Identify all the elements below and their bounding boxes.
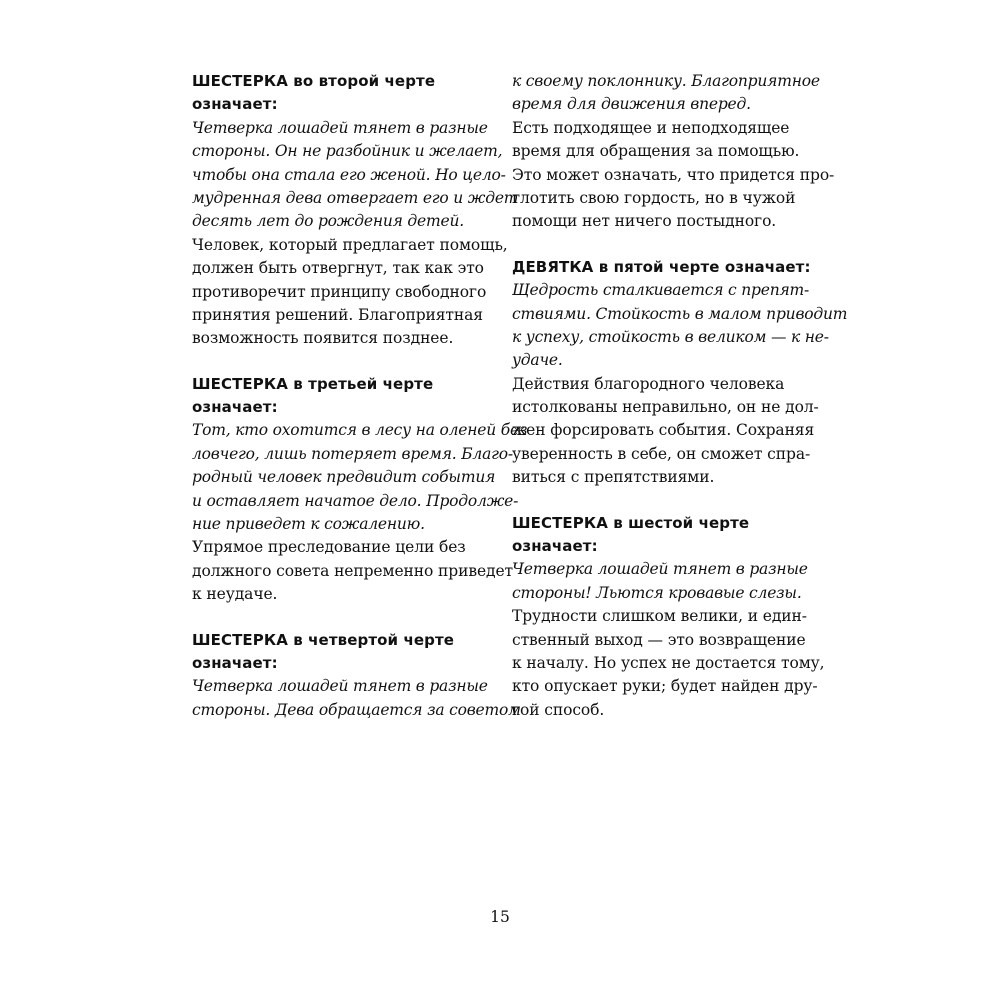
commentary-line: ственный выход — это возвращение — [512, 630, 806, 649]
section-heading-line: означает: — [192, 398, 278, 417]
oracle-quote-line: ловчего, лишь потеряет время. Благо- — [192, 444, 513, 463]
commentary-line: Есть подходящее и неподходящее — [512, 118, 790, 137]
section-heading-line: ШЕСТЕРКА в третьей черте — [192, 374, 434, 393]
oracle-quote-line: удаче. — [512, 351, 563, 370]
commentary-line: уверенность в себе, он сможет спра- — [512, 444, 811, 463]
section-heading-line: означает: — [192, 95, 278, 114]
commentary-line: принятия решений. Благоприятная — [192, 305, 483, 324]
reading-section — [192, 373, 528, 607]
page-number: 15 — [490, 908, 510, 926]
reading-section — [512, 70, 835, 234]
oracle-quote-line: ствиями. Стойкость в малом приводит — [512, 304, 848, 323]
section-heading-line: ШЕСТЕРКА в четвертой черте — [192, 630, 455, 649]
right-column — [512, 70, 848, 722]
oracle-quote-line: стороны! Льются кровавые слезы. — [512, 583, 802, 602]
commentary-line: должен быть отвергнут, так как это — [192, 259, 484, 278]
oracle-quote-line: ние приведет к сожалению. — [192, 515, 425, 534]
section-heading-line: означает: — [512, 537, 598, 556]
section-gap — [512, 490, 817, 512]
oracle-quote-line: время для движения вперед. — [512, 95, 751, 114]
oracle-quote-line: родный человек предвидит события — [192, 468, 496, 487]
commentary-line: противоречит принципу свободного — [192, 282, 487, 301]
commentary-line: виться с препятствиями. — [512, 468, 715, 487]
reading-section — [512, 256, 848, 490]
oracle-quote-line: к своему поклоннику. Благоприятное — [512, 72, 820, 90]
commentary-line: Трудности слишком велики, и един- — [512, 607, 807, 626]
commentary-line: Человек, который предлагает помощь, — [192, 235, 508, 254]
commentary-line: возможность появится позднее. — [192, 329, 454, 348]
reading-section — [192, 70, 519, 351]
commentary-line: кто опускает руки; будет найден дру- — [512, 677, 818, 696]
commentary-line: гой способ. — [512, 700, 605, 719]
left-column — [192, 70, 528, 722]
commentary-line: глотить свою гордость, но в чужой — [512, 188, 796, 207]
commentary-line: жен форсировать события. Сохраняя — [512, 421, 815, 440]
commentary-line: время для обращения за помощью. — [512, 142, 800, 161]
commentary-line: к неудаче. — [192, 585, 278, 604]
commentary-line: Упрямое преследование цели без — [192, 538, 466, 557]
oracle-quote-line: Четверка лошадей тянет в разные — [192, 677, 488, 696]
oracle-quote-line: Щедрость сталкивается с препят- — [512, 281, 810, 300]
oracle-quote-line: чтобы она стала его женой. Но цело- — [192, 165, 506, 184]
oracle-quote-line: Четверка лошадей тянет в разные — [192, 118, 488, 137]
oracle-quote-line: стороны. Он не разбойник и желает, — [192, 142, 503, 161]
commentary-line: к началу. Но успех не достается тому, — [512, 653, 825, 672]
oracle-quote-line: мудренная дева отвергает его и ждет — [192, 188, 519, 207]
commentary-line: Действия благородного человека — [512, 374, 785, 393]
commentary-line: Это может означать, что придется про- — [512, 165, 835, 184]
oracle-quote-line: к успеху, стойкость в великом — к не- — [512, 327, 829, 346]
section-gap — [512, 234, 817, 256]
oracle-quote-line: десять лет до рождения детей. — [192, 212, 464, 231]
commentary-line: истолкованы неправильно, он не дол- — [512, 398, 819, 417]
section-gap — [192, 607, 497, 629]
section-gap — [192, 351, 497, 373]
oracle-quote-line: Тот, кто охотится в лесу на оленей без — [192, 421, 528, 440]
commentary-line: должного совета непременно приведет — [192, 561, 514, 580]
oracle-quote-line: Четверка лошадей тянет в разные — [512, 560, 808, 579]
oracle-quote-line: стороны. Дева обращается за советом — [192, 700, 521, 719]
section-heading-line: ДЕВЯТКА в пятой черте означает: — [512, 257, 811, 276]
reading-section — [512, 512, 825, 723]
commentary-line: помощи нет ничего постыдного. — [512, 212, 777, 231]
oracle-quote-line: и оставляет начатое дело. Продолже- — [192, 491, 519, 510]
reading-section — [192, 629, 521, 723]
section-heading-line: ШЕСТЕРКА в шестой черте — [512, 513, 750, 532]
section-heading-line: ШЕСТЕРКА во второй черте — [192, 72, 436, 90]
section-heading-line: означает: — [192, 653, 278, 672]
